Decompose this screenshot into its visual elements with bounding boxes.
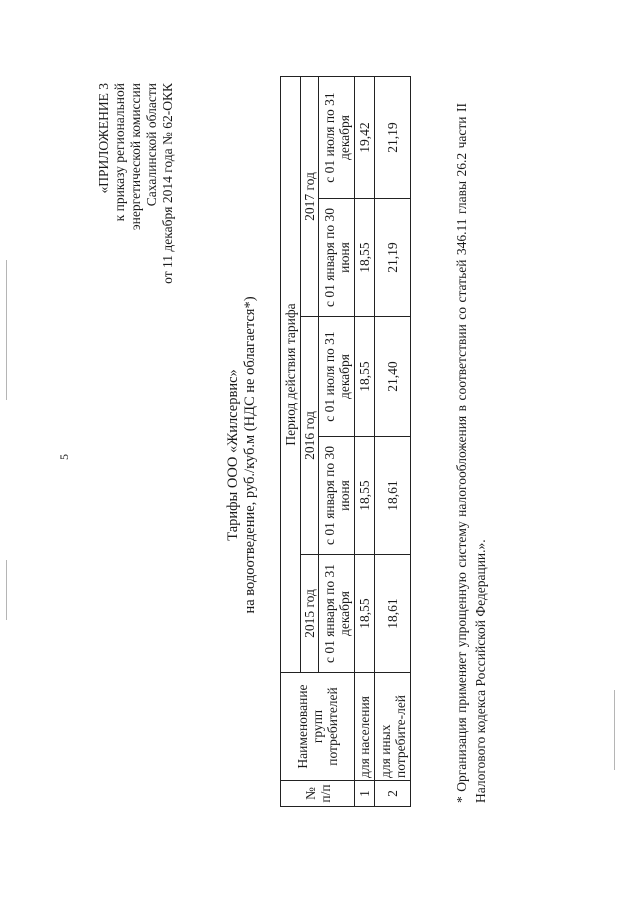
appendix-line: Сахалинской области: [144, 83, 159, 207]
tariff-table: [280, 76, 411, 807]
row-group-name: для иных потребите-лей: [375, 673, 411, 781]
header-period-2017-h2: с 01 июля по 31 декабря: [319, 77, 355, 199]
table-row: [355, 77, 375, 807]
footnote: * Организация применяет упрощенную систему налогообложения в соответствии со статьей 346.11 главы 26.2 части II Налогового кодекса Российской Федерации.».: [454, 103, 488, 803]
tariff-cell: 21,19: [375, 77, 411, 199]
scan-edge-mark: [614, 690, 615, 770]
tariff-cell: 21,40: [375, 317, 411, 437]
tariff-cell: 21,19: [375, 199, 411, 317]
scan-edge-mark: [6, 560, 7, 620]
tariff-cell: 18,55: [355, 555, 375, 673]
header-num: № п/п: [281, 781, 355, 807]
appendix-line: к приказу региональной: [112, 83, 127, 222]
tariff-cell: 18,55: [355, 317, 375, 437]
header-period-2017-h1: с 01 января по 30 июня: [319, 199, 355, 317]
scan-edge-mark: [6, 260, 7, 400]
header-period-2016-h2: с 01 июля по 31 декабря: [319, 317, 355, 437]
table-row: [375, 77, 411, 807]
row-num: 1: [355, 781, 375, 807]
appendix-line: энергетической комиссии: [128, 83, 143, 231]
row-num: 2: [375, 781, 411, 807]
appendix-header: [96, 83, 176, 403]
tariff-cell: 19,42: [355, 77, 375, 199]
title-line: Тарифы ООО «Жилсервис»: [225, 369, 241, 541]
header-year-2015: 2015 год: [301, 555, 319, 673]
tariff-cell: 18,61: [375, 555, 411, 673]
page-number: 5: [57, 454, 71, 460]
header-period-2015: с 01 января по 31 декабря: [319, 555, 355, 673]
document-title: [225, 125, 259, 785]
row-group-name: для населения: [355, 673, 375, 781]
header-year-2017: 2017 год: [301, 77, 319, 317]
tariff-cell: 18,55: [355, 199, 375, 317]
header-period-2016-h1: с 01 января по 30 июня: [319, 437, 355, 555]
appendix-line: от 11 декабря 2014 года № 62-ОКК: [160, 83, 175, 284]
header-period: Период действия тарифа: [281, 77, 301, 673]
header-year-2016: 2016 год: [301, 317, 319, 555]
tariff-cell: 18,61: [375, 437, 411, 555]
header-group: Наименование групп потребителей: [281, 673, 355, 781]
tariff-cell: 18,55: [355, 437, 375, 555]
appendix-line: «ПРИЛОЖЕНИЕ 3: [96, 83, 111, 194]
title-line: на водоотведение, руб./куб.м (НДС не облагается*): [242, 296, 258, 614]
